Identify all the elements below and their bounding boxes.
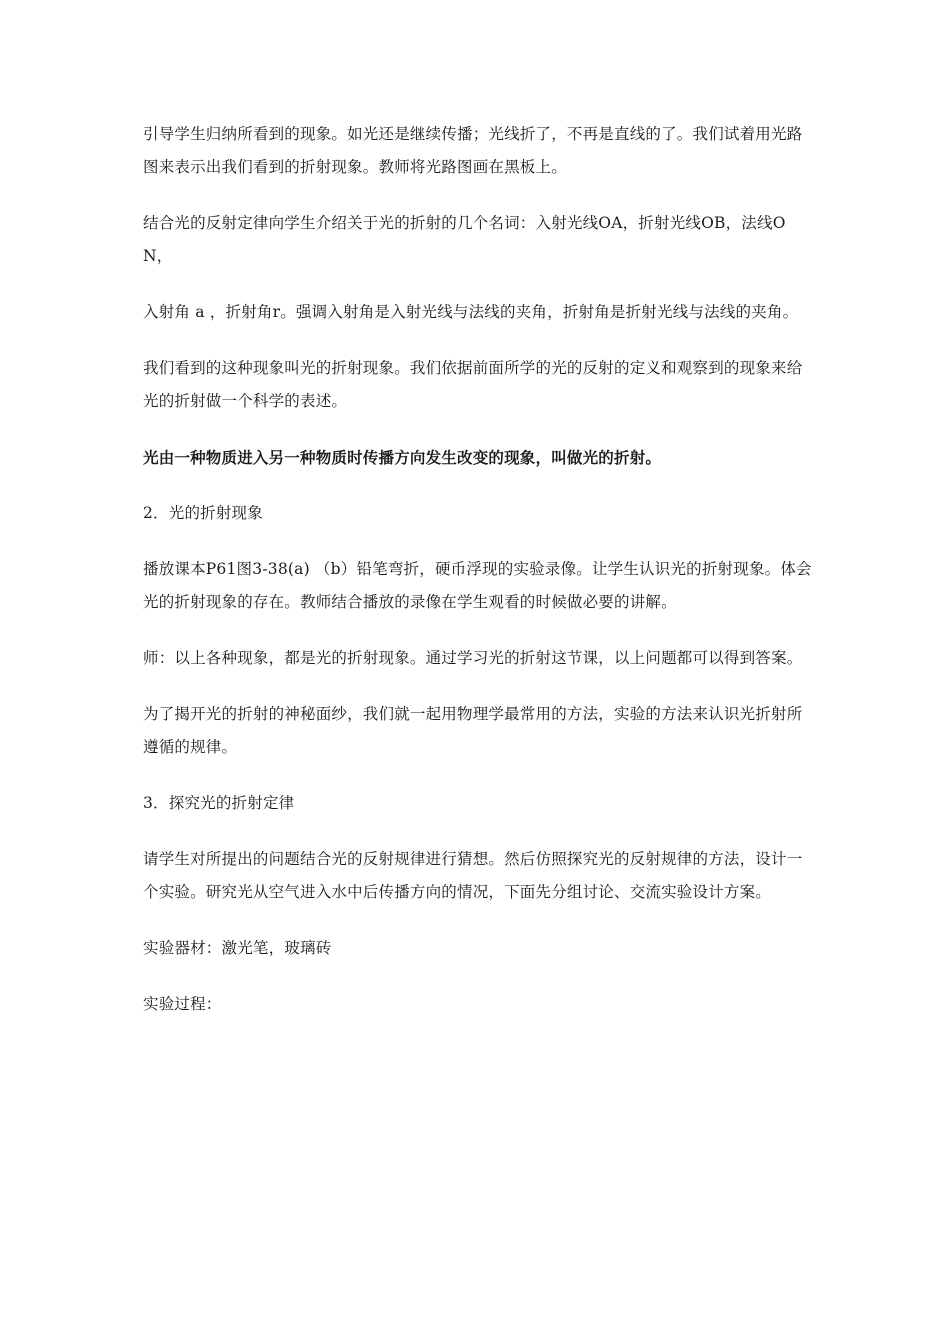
paragraph-angles: 入射角 a ，折射角r。强调入射角是入射光线与法线的夹角，折射角是折射光线与法线的夹角。 [143,303,799,321]
paragraph-definition: 光由一种物质进入另一种物质时传播方向发生改变的现象，叫做光的折射。 [143,448,662,467]
paragraph-phenomenon-intro: 我们看到的这种现象叫光的折射现象。我们依据前面所学的光的反射的定义和观察到的现象来给光的折射做一个科学的表述。 [143,359,803,410]
document-page [143,118,813,1044]
paragraph-guide-students: 引导学生归纳所看到的现象。如光还是继续传播；光线折了，不再是直线的了。我们试着用光路图来表示出我们看到的折射现象。教师将光路图画在黑板上。 [143,125,803,176]
paragraph-video: 播放课本P61图3-38(a) （b）铅笔弯折，硬币浮现的实验录像。让学生认识光的折射现象。体会光的折射现象的存在。教师结合播放的录像在学生观看的时候做必要的讲解。 [143,560,812,611]
paragraph-teacher: 师：以上各种现象，都是光的折射现象。通过学习光的折射这节课，以上问题都可以得到答案。 [143,649,803,667]
paragraph-hypothesis: 请学生对所提出的问题结合光的反射规律进行猜想。然后仿照探究光的反射规律的方法，设计一个实验。研究光从空气进入水中后传播方向的情况，下面先分组讨论、交流实验设计方案。 [143,850,803,901]
paragraph-refraction-terms: 结合光的反射定律向学生介绍关于光的折射的几个名词：入射光线OA，折射光线OB，法线ON， [143,214,786,265]
section-heading-2: 2．光的折射现象 [143,504,263,522]
paragraph-equipment: 实验器材：激光笔，玻璃砖 [143,939,332,957]
paragraph-experiment-method: 为了揭开光的折射的神秘面纱，我们就一起用物理学最常用的方法，实验的方法来认识光折射所遵循的规律。 [143,705,803,756]
section-heading-3: 3．探究光的折射定律 [143,794,295,812]
paragraph-procedure: 实验过程： [143,995,222,1013]
